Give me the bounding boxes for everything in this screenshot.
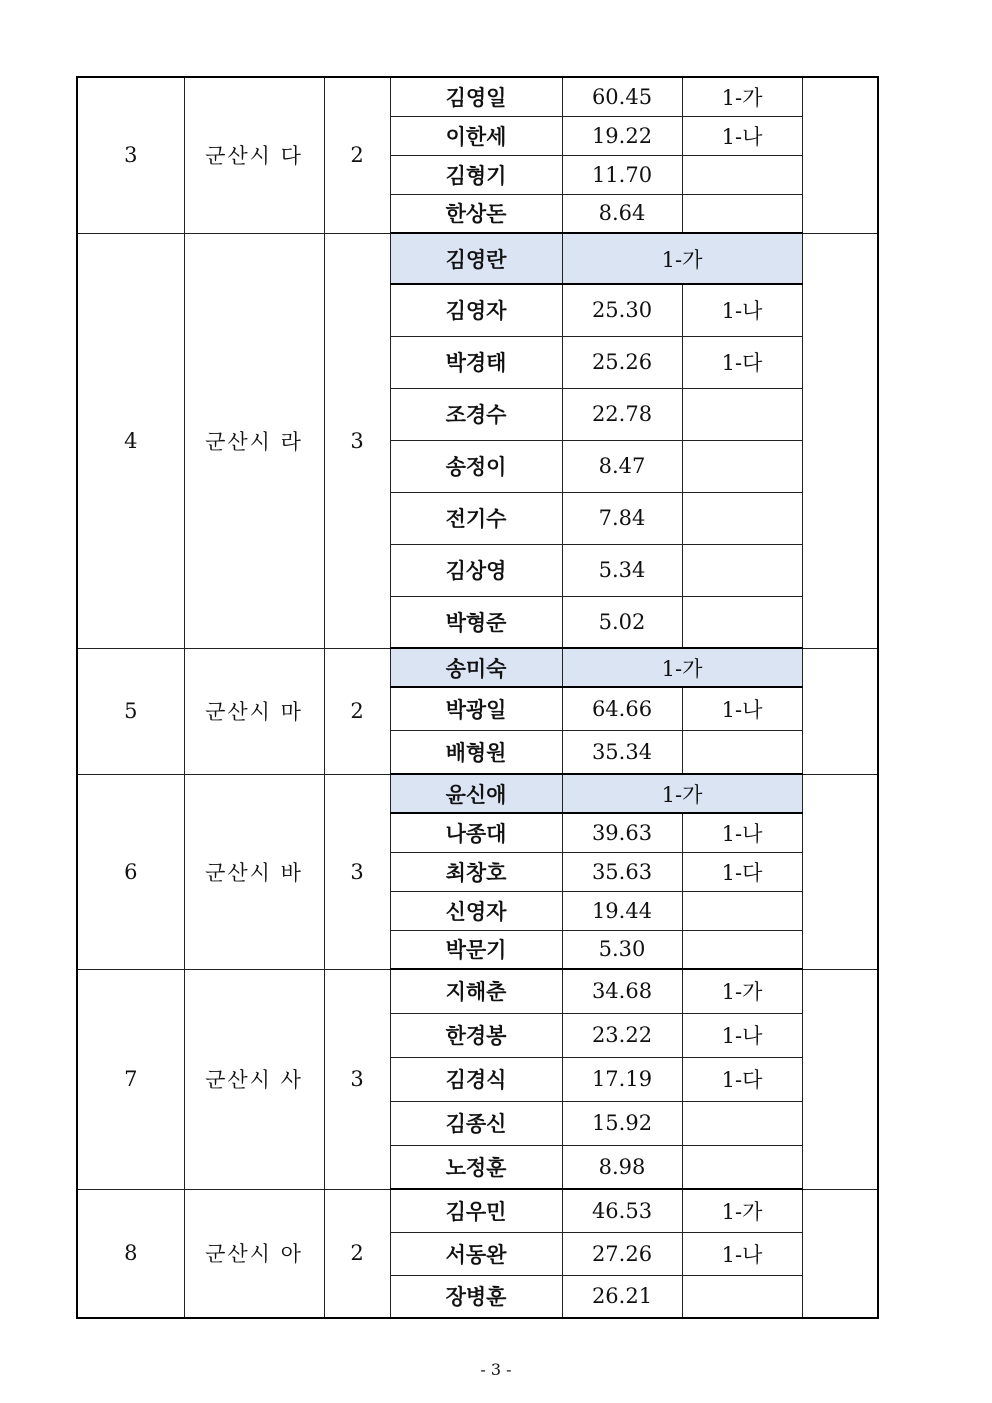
candidate-name: 김영자	[390, 284, 562, 336]
vote-rate: 8.47	[562, 440, 682, 492]
vote-rate: 11.70	[562, 155, 682, 194]
candidate-name: 한상돈	[390, 194, 562, 233]
proportional-mark: 1-가	[562, 774, 802, 813]
candidate-mark: 1-나	[682, 284, 802, 336]
candidate-name: 나종대	[390, 813, 562, 852]
proportional-row	[77, 233, 878, 284]
vote-rate: 27.26	[562, 1232, 682, 1275]
candidate-mark: 1-다	[682, 1057, 802, 1101]
proportional-mark: 1-가	[562, 648, 802, 687]
candidate-name: 박광일	[390, 687, 562, 730]
vote-rate: 5.34	[562, 544, 682, 596]
candidate-name: 조경수	[390, 388, 562, 440]
district-seats: 2	[324, 77, 390, 233]
candidate-name: 김종신	[390, 1101, 562, 1145]
candidate-name: 장병훈	[390, 1275, 562, 1318]
district-seats: 3	[324, 233, 390, 648]
proportional-row	[77, 774, 878, 813]
vote-rate: 25.30	[562, 284, 682, 336]
candidate-mark: 1-나	[682, 1013, 802, 1057]
vote-rate: 25.26	[562, 336, 682, 388]
candidate-mark	[682, 930, 802, 969]
candidate-name: 서동완	[390, 1232, 562, 1275]
remark-cell	[802, 774, 878, 969]
district-number: 4	[77, 233, 184, 648]
proportional-mark: 1-가	[562, 233, 802, 284]
remark-cell	[802, 77, 878, 233]
candidate-name: 신영자	[390, 891, 562, 930]
candidate-mark: 1-다	[682, 852, 802, 891]
district-seats: 3	[324, 774, 390, 969]
vote-rate: 34.68	[562, 969, 682, 1013]
candidate-name: 노정훈	[390, 1145, 562, 1189]
district-number: 3	[77, 77, 184, 233]
candidate-mark	[682, 1101, 802, 1145]
candidate-name: 한경봉	[390, 1013, 562, 1057]
district-name: 군산시 마	[184, 648, 324, 774]
results-body	[77, 77, 878, 1318]
candidate-mark: 1-가	[682, 1189, 802, 1232]
vote-rate: 15.92	[562, 1101, 682, 1145]
proportional-candidate-name: 송미숙	[390, 648, 562, 687]
candidate-mark	[682, 730, 802, 774]
candidate-name: 송정이	[390, 440, 562, 492]
vote-rate: 5.02	[562, 596, 682, 648]
district-seats: 3	[324, 969, 390, 1189]
candidate-name: 최창호	[390, 852, 562, 891]
remark-cell	[802, 969, 878, 1189]
candidate-mark: 1-나	[682, 116, 802, 155]
candidate-mark	[682, 440, 802, 492]
candidate-row	[77, 969, 878, 1013]
candidate-name: 김형기	[390, 155, 562, 194]
proportional-candidate-name: 윤신애	[390, 774, 562, 813]
vote-rate: 8.64	[562, 194, 682, 233]
candidate-name: 김우민	[390, 1189, 562, 1232]
candidate-name: 박형준	[390, 596, 562, 648]
vote-rate: 8.98	[562, 1145, 682, 1189]
page-number: - 3 -	[480, 1360, 512, 1379]
candidate-mark	[682, 194, 802, 233]
vote-rate: 19.44	[562, 891, 682, 930]
vote-rate: 39.63	[562, 813, 682, 852]
candidate-mark	[682, 388, 802, 440]
vote-rate: 22.78	[562, 388, 682, 440]
district-number: 7	[77, 969, 184, 1189]
district-seats: 2	[324, 648, 390, 774]
candidate-row	[77, 1189, 878, 1232]
candidate-mark: 1-가	[682, 77, 802, 116]
candidate-name: 박문기	[390, 930, 562, 969]
candidate-name: 김영일	[390, 77, 562, 116]
district-number: 6	[77, 774, 184, 969]
district-name: 군산시 다	[184, 77, 324, 233]
remark-cell	[802, 648, 878, 774]
vote-rate: 23.22	[562, 1013, 682, 1057]
candidate-mark	[682, 492, 802, 544]
vote-rate: 35.63	[562, 852, 682, 891]
proportional-row	[77, 648, 878, 687]
vote-rate: 60.45	[562, 77, 682, 116]
candidate-name: 이한세	[390, 116, 562, 155]
district-seats: 2	[324, 1189, 390, 1318]
candidate-mark: 1-나	[682, 1232, 802, 1275]
candidate-mark	[682, 1275, 802, 1318]
vote-rate: 46.53	[562, 1189, 682, 1232]
vote-rate: 64.66	[562, 687, 682, 730]
candidate-name: 배형원	[390, 730, 562, 774]
candidate-mark: 1-나	[682, 687, 802, 730]
candidate-mark: 1-나	[682, 813, 802, 852]
vote-rate: 26.21	[562, 1275, 682, 1318]
district-name: 군산시 라	[184, 233, 324, 648]
candidate-name: 박경태	[390, 336, 562, 388]
proportional-candidate-name: 김영란	[390, 233, 562, 284]
vote-rate: 19.22	[562, 116, 682, 155]
candidate-name: 지해춘	[390, 969, 562, 1013]
candidate-mark: 1-가	[682, 969, 802, 1013]
vote-rate: 5.30	[562, 930, 682, 969]
vote-rate: 35.34	[562, 730, 682, 774]
candidate-mark	[682, 1145, 802, 1189]
district-number: 5	[77, 648, 184, 774]
candidate-row	[77, 77, 878, 116]
results-table	[76, 76, 879, 1319]
candidate-name: 김상영	[390, 544, 562, 596]
remark-cell	[802, 233, 878, 648]
candidate-name: 김경식	[390, 1057, 562, 1101]
candidate-name: 전기수	[390, 492, 562, 544]
candidate-mark	[682, 891, 802, 930]
district-name: 군산시 사	[184, 969, 324, 1189]
candidate-mark	[682, 596, 802, 648]
district-number: 8	[77, 1189, 184, 1318]
district-name: 군산시 아	[184, 1189, 324, 1318]
vote-rate: 17.19	[562, 1057, 682, 1101]
candidate-mark	[682, 155, 802, 194]
remark-cell	[802, 1189, 878, 1318]
district-name: 군산시 바	[184, 774, 324, 969]
candidate-mark: 1-다	[682, 336, 802, 388]
vote-rate: 7.84	[562, 492, 682, 544]
candidate-mark	[682, 544, 802, 596]
